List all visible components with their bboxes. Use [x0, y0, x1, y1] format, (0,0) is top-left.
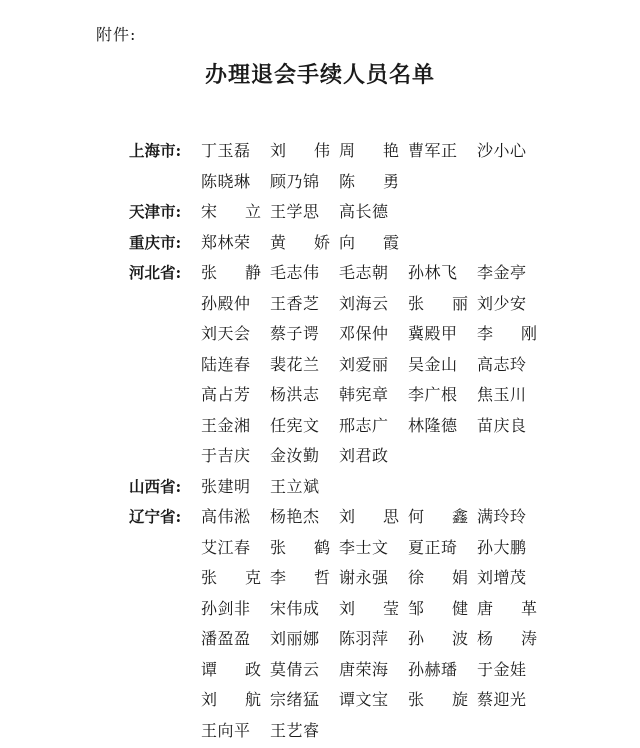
- member-name: 唐革: [477, 598, 537, 618]
- name-list: [201, 136, 546, 197]
- member-name: 刘增茂: [477, 568, 527, 587]
- member-name: 顾乃锦: [270, 171, 320, 191]
- member-name: 冀殿甲: [408, 324, 458, 343]
- member-name: 孙林飞: [408, 263, 458, 282]
- member-name: 莫倩云: [270, 659, 320, 679]
- member-name: 孙殿仲: [201, 293, 251, 313]
- member-name: 林隆德: [408, 415, 458, 435]
- member-name: 蔡迎光: [477, 690, 527, 709]
- member-name: 刘航: [201, 690, 261, 709]
- member-name: 金汝勤: [270, 446, 320, 465]
- member-name: 高伟淞: [201, 507, 251, 526]
- member-name: 毛志朝: [339, 263, 389, 282]
- member-name: 邓保仲: [339, 324, 389, 343]
- region-block: [129, 472, 609, 503]
- member-name: 李刚: [477, 324, 537, 343]
- member-name: 刘伟: [270, 141, 330, 160]
- member-name: 高占芳: [201, 385, 251, 404]
- member-name: 陈勇: [339, 171, 399, 191]
- region-label: 辽宁省:: [129, 507, 182, 526]
- member-name: 宋伟成: [270, 598, 320, 618]
- member-name: 张静: [201, 263, 261, 282]
- member-name: 向霞: [339, 232, 399, 252]
- member-name: 张鹤: [270, 537, 330, 557]
- member-name: 张克: [201, 568, 261, 587]
- member-name: 王金湘: [201, 415, 251, 435]
- member-name: 苗庆良: [477, 415, 527, 435]
- document-title: 办理退会手续人员名单: [204, 62, 435, 88]
- member-name: 裴花兰: [270, 354, 320, 374]
- member-name: 孙剑非: [201, 598, 251, 618]
- region-label: 河北省:: [129, 263, 182, 282]
- member-name: 张丽: [408, 293, 468, 313]
- name-list: [201, 472, 546, 503]
- member-name: 任宪文: [270, 415, 320, 435]
- member-name: 郑林荣: [201, 232, 251, 252]
- attachment-label: 附件:: [96, 25, 137, 44]
- member-name: 王向平: [201, 720, 251, 740]
- name-list: [201, 197, 546, 228]
- member-name: 孙大鹏: [477, 537, 527, 557]
- member-name: 刘丽娜: [270, 629, 320, 648]
- member-name: 陈晓琳: [201, 171, 251, 191]
- member-name: 张建明: [201, 476, 251, 496]
- member-name: 唐荣海: [339, 659, 389, 679]
- member-name: 谭政: [201, 659, 261, 679]
- member-name: 陈羽萍: [339, 629, 389, 648]
- member-name: 王艺睿: [270, 720, 320, 740]
- name-list: [201, 502, 546, 746]
- member-name: 焦玉川: [477, 385, 527, 404]
- member-name: 王香芝: [270, 293, 320, 313]
- member-name: 宋立: [201, 202, 261, 221]
- region-block: [129, 502, 609, 746]
- region-label: 上海市:: [129, 141, 182, 160]
- member-name: 黄娇: [270, 232, 330, 252]
- member-name: 韩宪章: [339, 385, 389, 404]
- member-name: 邹健: [408, 598, 468, 618]
- member-name: 陆连春: [201, 354, 251, 374]
- member-name: 孙波: [408, 629, 468, 648]
- member-name: 杨洪志: [270, 385, 320, 404]
- member-name: 杨涛: [477, 629, 537, 648]
- region-label: 山西省:: [129, 476, 182, 496]
- region-block: [129, 258, 609, 472]
- member-name: 沙小心: [477, 141, 527, 160]
- member-name: 毛志伟: [270, 263, 320, 282]
- member-name: 刘君政: [339, 446, 389, 465]
- member-name: 刘思: [339, 507, 399, 526]
- member-name: 王学思: [270, 202, 320, 221]
- member-name: 蔡子谔: [270, 324, 320, 343]
- member-name: 李哲: [270, 568, 330, 587]
- member-name: 丁玉磊: [201, 141, 251, 160]
- member-name: 宗绪猛: [270, 690, 320, 709]
- member-name: 谢永强: [339, 568, 389, 587]
- member-name: 邢志广: [339, 415, 389, 435]
- member-name: 高长德: [339, 202, 389, 221]
- region-block: [129, 228, 609, 259]
- member-name: 李金亭: [477, 263, 527, 282]
- member-name: 周艳: [339, 141, 399, 160]
- member-name: 刘海云: [339, 293, 389, 313]
- region-label: 重庆市:: [129, 232, 182, 252]
- member-name: 孙赫璠: [408, 659, 458, 679]
- member-name: 王立斌: [270, 476, 320, 496]
- member-name: 杨艳杰: [270, 507, 320, 526]
- member-name: 潘盈盈: [201, 629, 251, 648]
- member-name: 夏正琦: [408, 537, 458, 557]
- region-label: 天津市:: [129, 202, 182, 221]
- member-name: 李广根: [408, 385, 458, 404]
- member-name: 高志玲: [477, 354, 527, 374]
- member-name: 于金娃: [477, 659, 527, 679]
- member-name: 吴金山: [408, 354, 458, 374]
- member-name: 刘天会: [201, 324, 251, 343]
- member-name: 李士文: [339, 537, 389, 557]
- region-block: [129, 197, 609, 228]
- member-name: 徐娟: [408, 568, 468, 587]
- name-list: [201, 228, 546, 259]
- member-name: 刘爱丽: [339, 354, 389, 374]
- member-name: 刘少安: [477, 293, 527, 313]
- member-list: [129, 136, 609, 746]
- member-name: 艾江春: [201, 537, 251, 557]
- region-block: [129, 136, 609, 197]
- member-name: 满玲玲: [477, 507, 527, 526]
- member-name: 曹军正: [408, 141, 458, 160]
- member-name: 谭文宝: [339, 690, 389, 709]
- member-name: 张旋: [408, 690, 468, 709]
- member-name: 于吉庆: [201, 446, 251, 465]
- member-name: 刘莹: [339, 598, 399, 618]
- name-list: [201, 258, 546, 472]
- member-name: 何鑫: [408, 507, 468, 526]
